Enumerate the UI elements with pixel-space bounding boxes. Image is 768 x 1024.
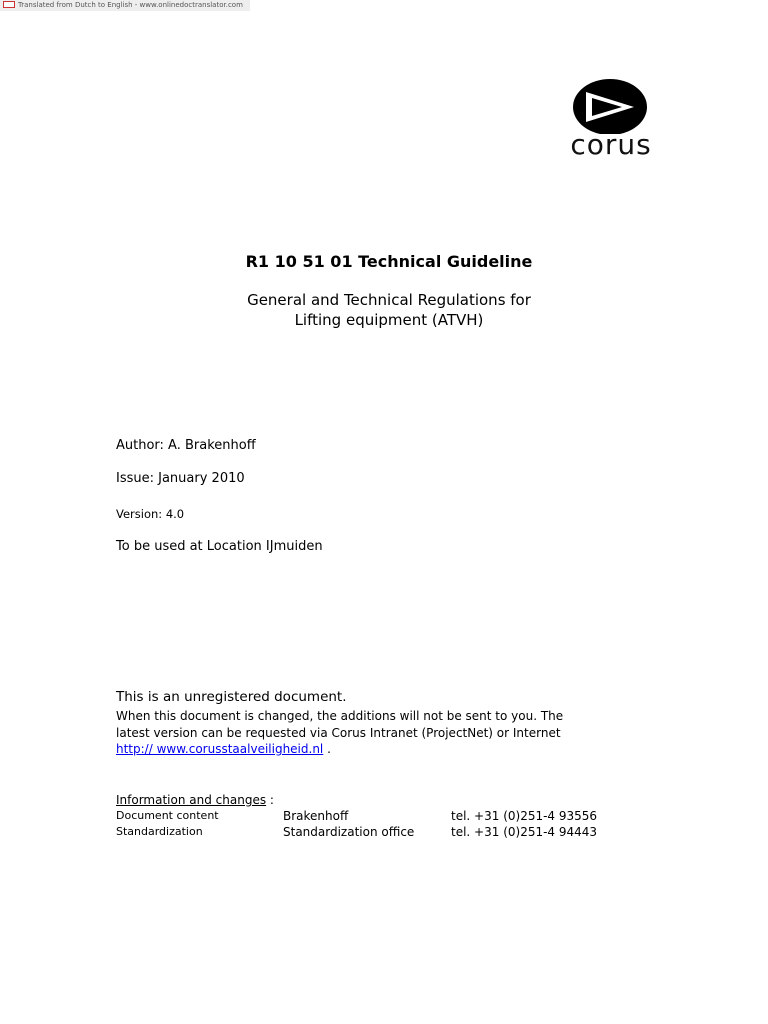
info-row-phone: tel. +31 (0)251-4 94443 [451,825,598,839]
document-subtitle [0,290,768,330]
info-row [116,809,636,825]
info-row-phone: tel. +31 (0)251-4 93556 [451,809,598,823]
subtitle-line-2: Lifting equipment (ATVH) [294,311,484,329]
version-line: Version: 4.0 [116,507,185,521]
location-line: To be used at Location IJmuiden [116,539,323,554]
translation-banner-text: Translated from Dutch to English - www.onlinedoctranslator.com [18,1,243,9]
corus-logo-mark [552,78,670,134]
author-line: Author: A. Brakenhoff [116,438,256,453]
notice-text: When this document is changed, the additions will not be sent to you. The latest version can be requested via Corus Intranet (ProjectNet) or Internet [116,709,564,740]
info-heading-label: Information and changes [116,793,267,807]
corus-logo-wordmark: corus [570,128,652,161]
unregistered-notice-body [116,708,576,758]
issue-line: Issue: January 2010 [116,471,245,486]
corus-logo [552,78,670,166]
info-row [116,825,636,841]
info-row-name: Brakenhoff [283,809,349,823]
unregistered-notice-heading: This is an unregistered document. [116,689,347,705]
document-title: R1 10 51 01 Technical Guideline [245,252,533,271]
subtitle-line-1: General and Technical Regulations for [247,291,531,309]
translation-banner [0,0,250,11]
info-row-label: Document content [116,809,219,822]
info-heading [116,793,274,807]
notice-text-end: . [323,742,331,756]
pdf-icon [3,1,15,8]
info-heading-suffix: : [266,793,274,807]
safety-website-link[interactable]: http:// www.corusstaalveiligheid.nl [116,742,324,756]
info-row-name: Standardization office [283,825,415,839]
info-row-label: Standardization [116,825,203,838]
